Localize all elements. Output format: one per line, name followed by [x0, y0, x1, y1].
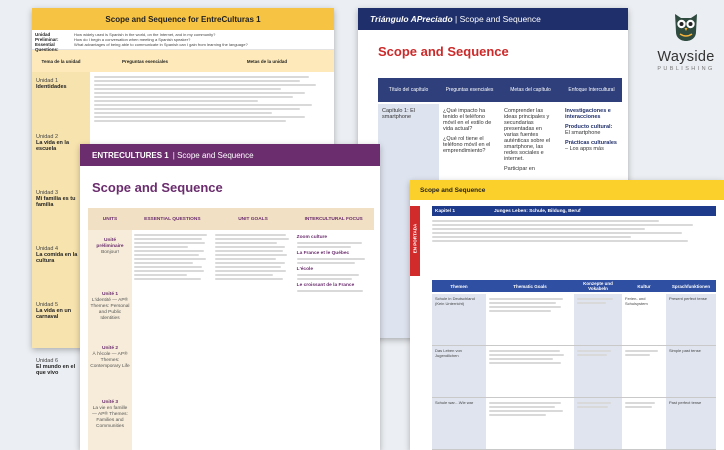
essential-questions-row: [32, 30, 334, 50]
col-header: INTERCULTURAL FOCUS: [304, 216, 363, 222]
entrecultures-brand: ENTRECULTURES 1: [92, 150, 169, 160]
triangulo-brand: Triángulo APreciado: [370, 14, 453, 24]
german-title: Scope and Sequence: [410, 180, 724, 200]
col-header: Enfoque Intercultural: [568, 87, 615, 93]
unit-cell: Unidad 5 La vida en un carnaval: [36, 302, 72, 320]
wayside-logo: [652, 8, 720, 72]
unit-cell: Unidad 6 El mundo en el que vivo: [36, 358, 76, 376]
focus-heading: Zoom culture: [296, 235, 328, 240]
ess-label: Unidad Preliminar: Essential Questions:: [35, 32, 59, 52]
chapter-grid: [432, 294, 716, 450]
goals-cell: Comprender las ideas principales y secundarias presentadas en varias fuentes auténticas sobre el smartphone, las redes sociales e internet. Participar en: [504, 108, 551, 172]
col-header: Kultur: [637, 283, 651, 289]
focus-heading: Le croissant de la France: [296, 283, 355, 288]
focus-heading: L'école: [296, 267, 313, 272]
owl-icon: [671, 8, 701, 42]
unit-cell: Unidad 4 La comida en la cultura: [36, 246, 78, 264]
unit-cell: Unidad 3 Mi familia es tu familia: [36, 190, 76, 208]
table-row: Das Leben von Jugendlichen Simple past tense: [432, 346, 716, 398]
content-columns: [134, 232, 374, 450]
triangulo-suffix: Scope and Sequence: [459, 14, 541, 24]
unit-cell: Unité 1 L'identité — AP® Themes: Personal and Public Identities: [90, 292, 130, 321]
col-header: ESSENTIAL QUESTIONS: [144, 216, 201, 222]
focus-heading: La France et le Québec: [296, 251, 350, 256]
chapter-title: Junges Leben: Schule, Bildung, Beruf: [494, 208, 581, 214]
logo-wordmark: Wayside: [657, 49, 715, 65]
table-row: Schule war…Wie war Past perfect tense: [432, 398, 716, 450]
col-header: UNIT GOALS: [238, 216, 268, 222]
german-scope-sheet: [410, 180, 724, 450]
entreculturas-title: Scope and Sequence for EntreCulturas 1: [32, 8, 334, 30]
ess-question: How widely used is Spanish in the world, on the Internet, and in my community?: [74, 32, 216, 37]
ess-question: How do I begin a conversation when meeting a Spanish speaker?: [74, 37, 191, 42]
unit-cell: Unidad 2 La vida en la escuela: [36, 134, 70, 152]
column-header-row: [32, 50, 334, 72]
column-header-row: [88, 208, 374, 230]
questions-cell: ¿Qué impacto ha tenido el teléfono móvil en el estilo de vida actual? ¿Qué rol tiene el teléfono móvil en el emprendimiento?: [443, 108, 492, 154]
goals-column: [215, 232, 292, 450]
entrecultures-header: ENTRECULTURES 1 | Scope and Sequence: [80, 144, 380, 166]
chapter-questions: [432, 218, 716, 278]
ess-questions: [70, 30, 334, 49]
focus-cell: Investigaciones e interacciones Producto cultural: El smartphone Prácticas culturales – Los apps más: [565, 108, 617, 152]
col-header: Tema de la unidad: [41, 58, 81, 64]
table-row: Schule in Deutschland (Kein Unterricht) Ferien- und Schulsystem Present perfect tense: [432, 294, 716, 346]
triangulo-header: Triángulo APreciado | Scope and Sequence: [358, 8, 628, 30]
logo-subtitle: PUBLISHING: [657, 66, 715, 72]
unit-cell: Unidad 1 Identidades: [36, 78, 67, 90]
col-header: UNITS: [102, 216, 118, 222]
col-header: Thematic Goals: [513, 283, 547, 289]
ess-question: What advantages of being able to communicate in Spanish can I gain from learning the language?: [74, 42, 248, 47]
chapter-bar: [432, 206, 716, 216]
col-header: Themen: [450, 283, 468, 289]
unit-cell: Unité préliminaire Bonjour!: [96, 238, 124, 255]
chapter-number: Kapitel 1: [435, 208, 455, 214]
triangulo-title: Scope and Sequence: [378, 44, 509, 59]
focus-column: [297, 232, 374, 450]
col-header: Sprachfunktionen: [671, 283, 711, 289]
col-header: Título del capítulo: [388, 87, 429, 93]
chapter-title-cell: Capítulo 1: El smartphone: [378, 104, 439, 338]
col-header: Metas de la unidad: [246, 58, 288, 64]
body-text-lines: [94, 74, 328, 124]
questions-column: [134, 232, 211, 450]
column-header-row: [432, 280, 716, 292]
side-tab-label: EN PORTADA: [412, 223, 418, 254]
unit-column: [88, 230, 132, 450]
entrecultures-suffix: Scope and Sequence: [177, 150, 254, 160]
entrecultures-title: Scope and Sequence: [92, 180, 223, 195]
col-header: Preguntas esenciales: [445, 87, 494, 93]
col-header: Preguntas esenciales: [121, 58, 169, 64]
col-header: Metas del capítulo: [510, 87, 551, 93]
unit-cell: Unité 3 La vie en famille — AP® Themes: Families and Communities: [92, 400, 128, 429]
entrecultures-scope-sheet: [80, 144, 380, 450]
column-header-row: [378, 78, 622, 102]
unit-cell: Unité 2 À l'école — AP® Themes: Contemporary Life: [90, 346, 130, 369]
col-header: Konzepte und Vokabeln: [583, 281, 613, 291]
